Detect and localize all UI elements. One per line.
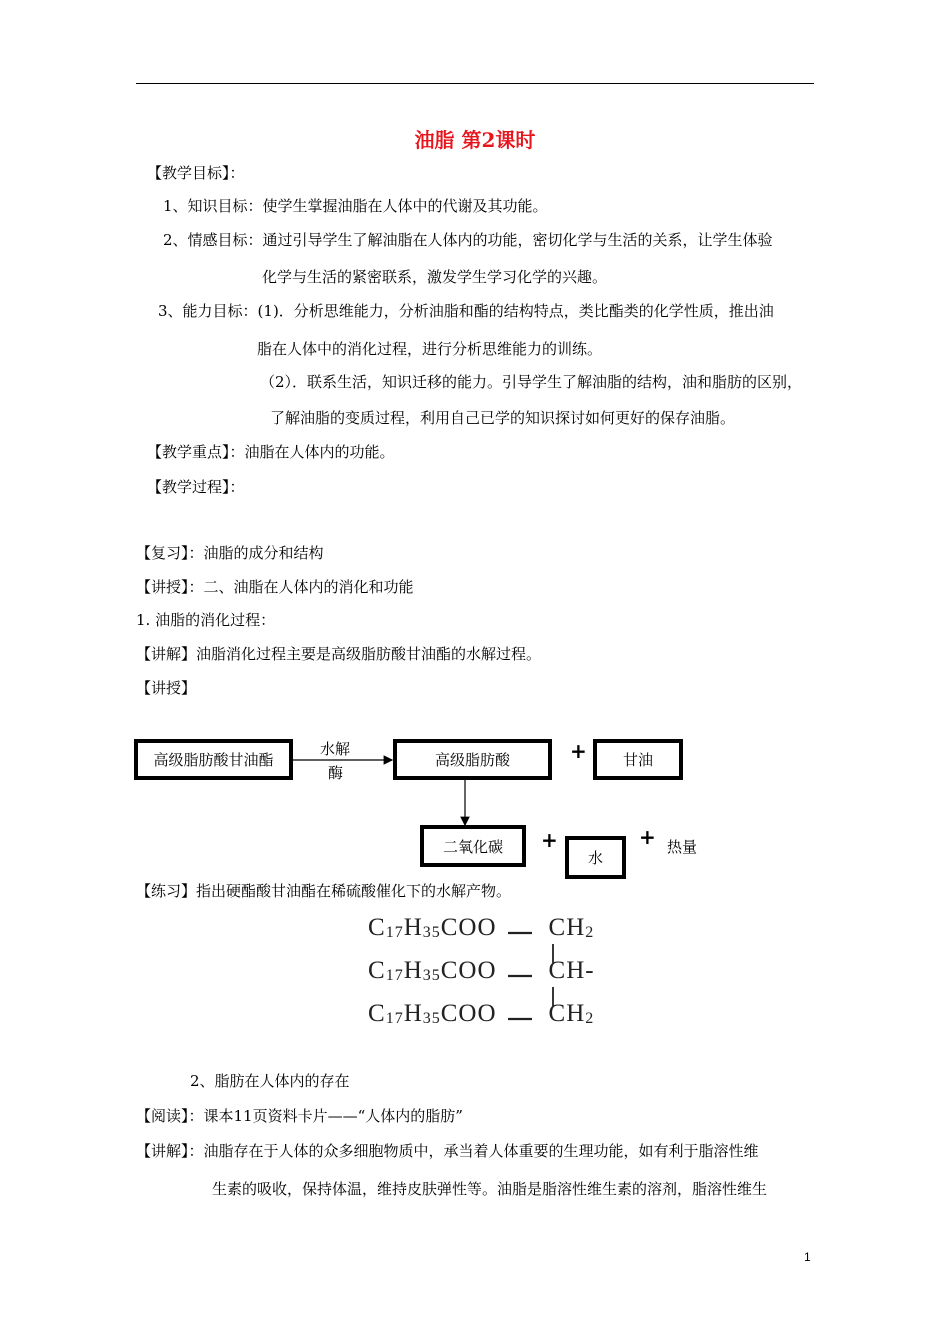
key-point: 【教学重点】：油脂在人体内的功能。 xyxy=(147,443,395,461)
box-glycerol: 甘油 xyxy=(593,739,683,780)
ability-objective-2: （2）．联系生活，知识迁移的能力。引导学生了解油脂的结构，油和脂肪的区别， xyxy=(260,373,803,391)
arrow-label-enzyme: 酶 xyxy=(328,764,344,782)
page-number: 1 xyxy=(804,1250,811,1264)
box-glyceride: 高级脂肪酸甘油酯 xyxy=(134,739,293,780)
heat-label: 热量 xyxy=(667,838,698,856)
explanation-paragraph: 【讲解】：油脂存在于人体的众多细胞物质中，承当着人体重要的生理功能，如有利于脂溶性维 xyxy=(136,1142,759,1160)
plus-sign-3: + xyxy=(639,825,656,849)
teaching-label: 【讲授】 xyxy=(136,679,197,697)
emotion-objective: 2、情感目标：通过引导学生了解油脂在人体内的功能，密切化学与生活的关系，让学生体验 xyxy=(163,231,773,249)
ability-objective-cont: 脂在人体中的消化过程，进行分析思维能力的训练。 xyxy=(257,340,603,358)
reading-line: 【阅读】：课本11页资料卡片——“人体内的脂肪” xyxy=(136,1107,463,1125)
formula-row-2: $C_{17}H_{35}COO$ CH- xyxy=(368,957,595,984)
teaching-line: 【讲授】：二、油脂在人体内的消化和功能 xyxy=(136,578,414,596)
box-water: 水 xyxy=(565,836,626,879)
review-line: 【复习】：油脂的成分和结构 xyxy=(136,544,324,562)
ability-objective: 3、能力目标：(1)．分析思维能力，分析油脂和酯的结构特点，类比酯类的化学性质，推出油 xyxy=(158,302,774,320)
objectives-heading: 【教学目标】： xyxy=(147,164,245,182)
digestion-heading: 1. 油脂的消化过程： xyxy=(136,611,276,629)
plus-sign-1: + xyxy=(570,739,587,763)
box-carbon-dioxide: 二氧化碳 xyxy=(420,825,526,867)
knowledge-objective: 1、知识目标：使学生掌握油脂在人体中的代谢及其功能。 xyxy=(163,197,548,215)
explanation-line: 【讲解】油脂消化过程主要是高级脂肪酸甘油酯的水解过程。 xyxy=(136,645,542,663)
arrow-label-hydrolysis: 水解 xyxy=(320,740,351,758)
explanation-paragraph-cont: 生素的吸收，保持体温，维持皮肤弹性等。油脂是脂溶性维生素的溶剂，脂溶性维生 xyxy=(212,1180,768,1198)
fat-existence-heading: 2、脂肪在人体内的存在 xyxy=(190,1072,350,1090)
plus-sign-2: + xyxy=(541,828,558,852)
formula-row-1: $C_{17}H_{35}COO$ $CH_2$ xyxy=(368,914,595,941)
page-title: 油脂 第2课时 xyxy=(414,128,536,152)
emotion-objective-cont: 化学与生活的紧密联系，激发学生学习化学的兴趣。 xyxy=(262,268,608,286)
process-heading: 【教学过程】： xyxy=(147,478,245,496)
formula-row-3: $C_{17}H_{35}COO$ $CH_2$ xyxy=(368,1000,595,1027)
exercise-line: 【练习】指出硬酯酸甘油酯在稀硫酸催化下的水解产物。 xyxy=(136,882,512,900)
box-fatty-acid: 高级脂肪酸 xyxy=(393,739,552,780)
ability-objective-2-cont: 了解油脂的变质过程，利用自己已学的知识探讨如何更好的保存油脂。 xyxy=(270,409,736,427)
